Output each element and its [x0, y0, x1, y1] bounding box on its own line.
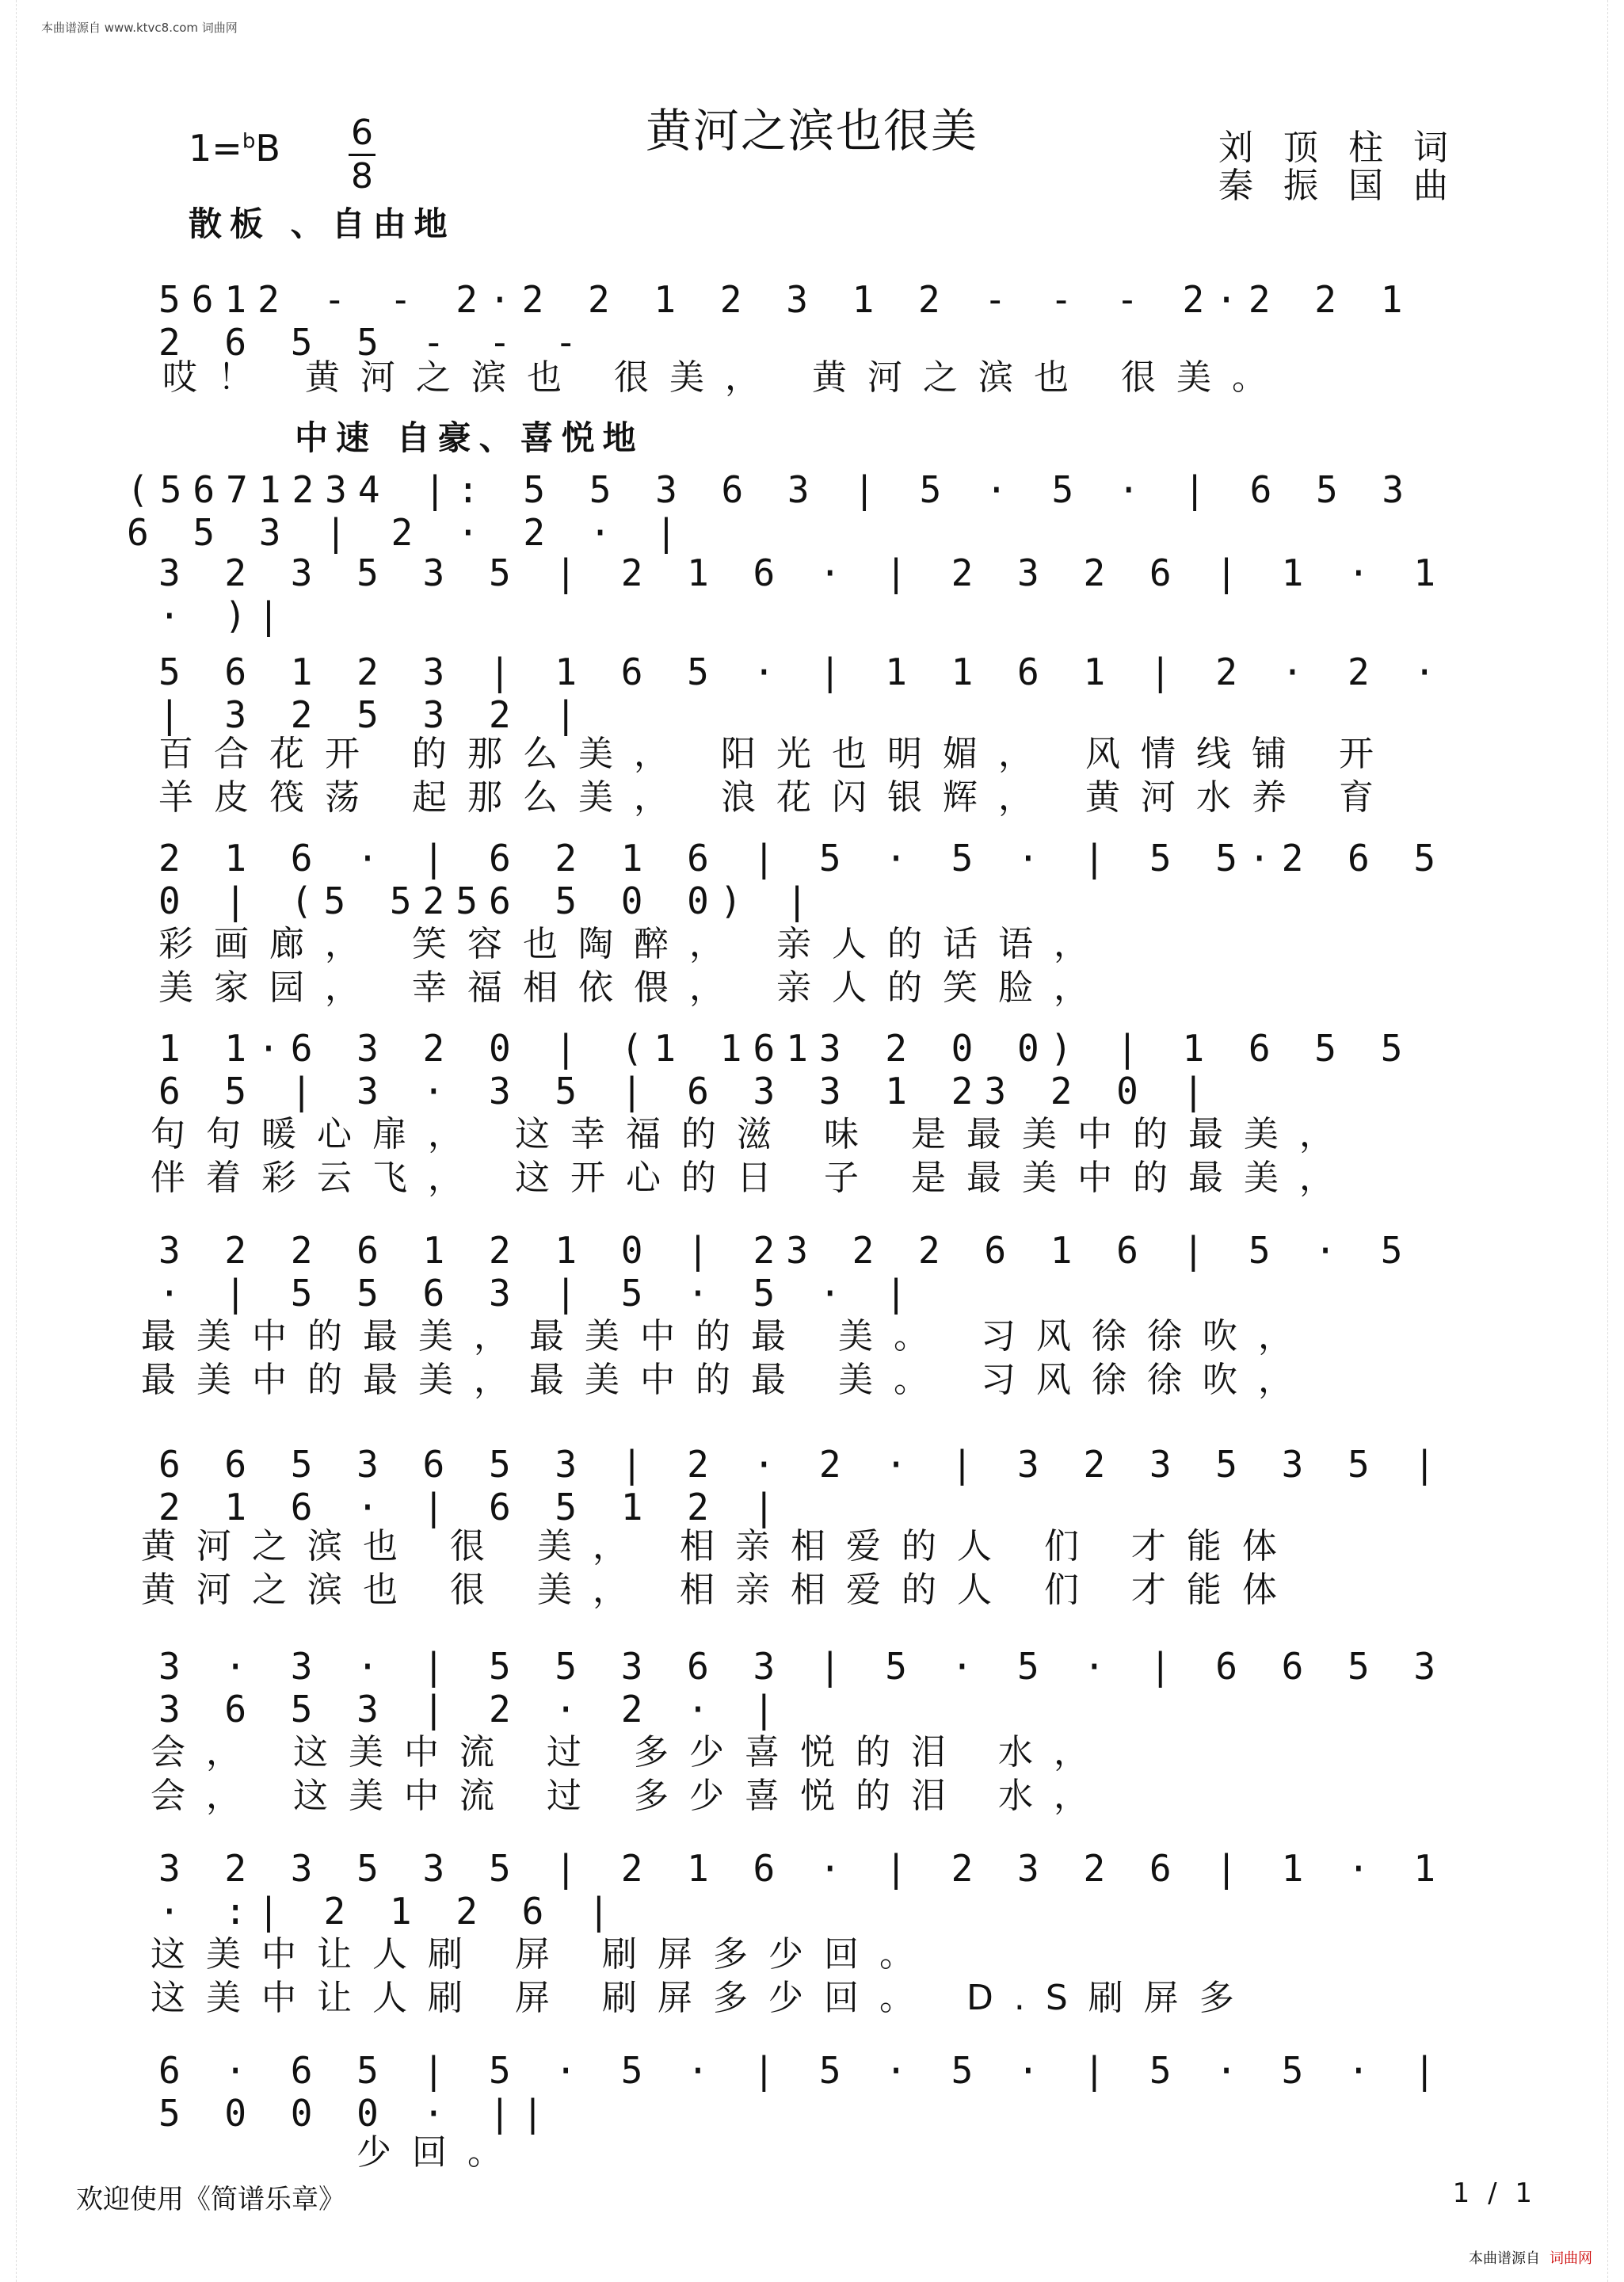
key-prefix: 1= — [189, 127, 242, 170]
site-note: 本曲谱源自 www.ktvc8.com 词曲网 — [41, 21, 238, 35]
score-row-1 — [158, 278, 1466, 364]
key-flat: b — [242, 129, 256, 154]
brand-right: 词曲网 — [1550, 2250, 1592, 2267]
notes-row-10: 3 2 3 5 3 5 | 2 1 6 · | 2 3 2 6 | 1 · 1 · :| 2 1 2 6 | — [158, 1847, 1447, 1933]
score-row-6 — [158, 1027, 1466, 1112]
lyrics-row-9a: 会， 这美中流 过 多少喜悦的泪 水， — [151, 1732, 1109, 1773]
score-row-10 — [158, 1847, 1466, 1933]
left-margin — [0, 0, 17, 2282]
key-signature — [189, 127, 280, 170]
notes-row-5: 2 1 6 · | 6 2 1 6 | 5 · 5 · | 5 5·2 6 5 0 | (5 5256 5 0 0) | — [158, 837, 1447, 922]
lyricist-credit: 刘 顶 柱 词 — [1218, 128, 1458, 168]
time-signature — [349, 113, 376, 197]
section-marking-2: 中速 自豪、喜悦地 — [295, 418, 644, 457]
page-number: 1 / 1 — [1452, 2177, 1537, 2209]
lyrics-row-6b: 伴着彩云飞， 这开心的日 子 是最美中的最美， — [151, 1158, 1355, 1198]
brand-left: 本曲谱源自 — [1469, 2250, 1540, 2267]
lyrics-row-5b: 美家园， 幸福相依偎， 亲人的笑脸， — [158, 967, 1109, 1008]
lyrics-row-4b: 羊皮筏荡 起那么美， 浪花闪银辉， 黄河水养 育 — [158, 777, 1394, 818]
composer-credit: 秦 振 国 曲 — [1218, 166, 1458, 206]
lyrics-row-8a: 黄河之滨也 很 美， 相亲相爱的人 们 才能体 — [141, 1526, 1298, 1566]
song-title: 黄河之滨也很美 — [645, 104, 978, 158]
lyrics-row-8b: 黄河之滨也 很 美， 相亲相爱的人 们 才能体 — [141, 1570, 1298, 1610]
lyrics-row-10b: 这美中让人刷 屏 刷屏多少回。 D.S刷屏多 — [151, 1978, 1255, 2018]
meter-top: 6 — [351, 113, 373, 153]
notes-row-9: 3 · 3 · | 5 5 3 6 3 | 5 · 5 · | 6 6 5 3 3 6 5 3 | 2 · 2 · | — [158, 1645, 1447, 1731]
score-row-4 — [158, 651, 1466, 736]
score-row-3 — [158, 551, 1466, 637]
lyrics-row-11: 少回。 — [356, 2132, 523, 2173]
lyrics-row-6a: 句句暖心扉， 这幸福的滋 味 是最美中的最美， — [151, 1114, 1355, 1154]
right-margin — [1607, 0, 1624, 2282]
score-row-5 — [158, 837, 1466, 922]
brand-mark — [1469, 2247, 1592, 2268]
notes-row-8: 6 6 5 3 6 5 3 | 2 · 2 · | 3 2 3 5 3 5 | 2 1 6 · | 6 5 1 2 | — [158, 1443, 1447, 1528]
score-row-8 — [158, 1443, 1466, 1528]
notes-row-11: 6 · 6 5 | 5 · 5 · | 5 · 5 · | 5 · 5 · | 5 0 0 0 · || — [158, 2049, 1447, 2135]
notes-row-2: (5671234 |: 5 5 3 6 3 | 5 · 5 · | 6 5 3 6 5 3 | 2 · 2 · | — [127, 468, 1416, 554]
lyrics-row-4a: 百合花开 的那么美， 阳光也明媚， 风情线铺 开 — [158, 734, 1394, 774]
notes-row-6: 1 1·6 3 2 0 | (1 1613 2 0 0) | 1 6 5 5 6 5 | 3 · 3 5 | 6 3 3 1 23 2 0 | — [158, 1027, 1414, 1112]
score-row-7 — [158, 1229, 1466, 1315]
notes-row-7: 3 2 2 6 1 2 1 0 | 23 2 2 6 1 6 | 5 · 5 · | 5 5 6 3 | 5 · 5 · | — [158, 1229, 1414, 1315]
meter-bottom: 8 — [351, 156, 373, 197]
score-row-11 — [158, 2049, 1466, 2135]
section-marking-1: 散板 、自由地 — [189, 204, 456, 243]
lyrics-row-7a: 最美中的最美，最美中的最 美。 习风徐徐吹， — [141, 1316, 1313, 1357]
lyrics-row-9b: 会， 这美中流 过 多少喜悦的泪 水， — [151, 1776, 1109, 1816]
score-row-9 — [158, 1645, 1466, 1731]
key-note: B — [255, 127, 280, 170]
lyrics-row-5a: 彩画廊， 笑容也陶醉， 亲人的话语， — [158, 924, 1109, 964]
lyrics-row-7b: 最美中的最美，最美中的最 美。 习风徐徐吹， — [141, 1360, 1313, 1400]
score-row-2 — [127, 468, 1434, 554]
lyrics-row-1: 哎！ 黄河之滨也 很美， 黄河之滨也 很美。 — [162, 357, 1287, 398]
lyrics-row-10a: 这美中让人刷 屏 刷屏多少回。 — [151, 1934, 935, 1975]
notes-row-4: 5 6 1 2 3 | 1 6 5 · | 1 1 6 1 | 2 · 2 · | 3 2 5 3 2 | — [158, 651, 1447, 736]
footer-app-note: 欢迎使用《简谱乐章》 — [76, 2184, 345, 2215]
notes-row-3: 3 2 3 5 3 5 | 2 1 6 · | 2 3 2 6 | 1 · 1 · )| — [158, 551, 1447, 637]
notes-row-1: 5612 - - 2·2 2 1 2 3 1 2 - - - 2·2 2 1 2 6 5 5 - - - — [158, 278, 1414, 364]
